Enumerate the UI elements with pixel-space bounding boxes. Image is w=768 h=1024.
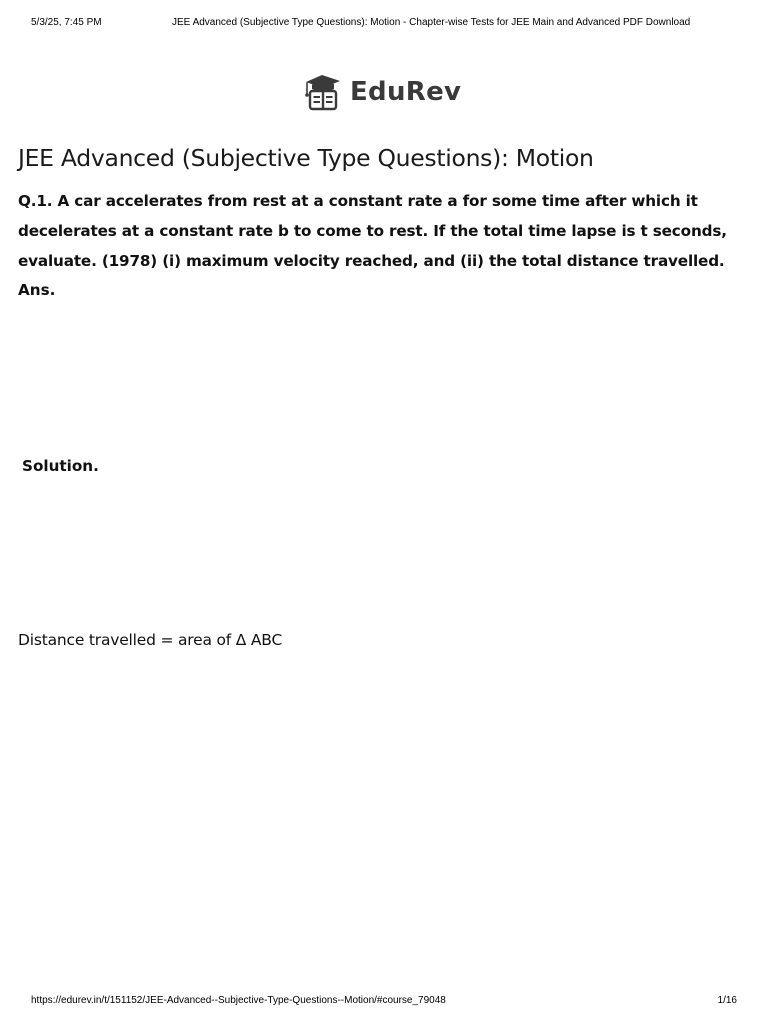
solution-label: Solution.: [22, 457, 99, 475]
print-date: 5/3/25, 7:45 PM: [31, 17, 102, 28]
print-header: [0, 17, 768, 31]
page-title: JEE Advanced (Subjective Type Questions): Motion: [18, 144, 594, 172]
question-text: Q.1. A car accelerates from rest at a constant rate a for some time after which it decelerates at a constant rate b to come to rest. If the total time lapse is t seconds, evaluate. (1978) (i) maximum velocity reached, and (ii) the total distance travelled.: [18, 192, 727, 270]
print-document-title: JEE Advanced (Subjective Type Questions): Motion - Chapter-wise Tests for JEE Main and Advanced PDF Download: [172, 17, 691, 28]
edurev-logo[interactable]: [302, 72, 472, 112]
distance-statement: Distance travelled = area of Δ ABC: [18, 631, 283, 649]
answer-label: Ans.: [18, 281, 56, 299]
graduation-cap-book-icon: [302, 72, 344, 112]
print-footer: [0, 995, 768, 1009]
page-number: 1/16: [717, 995, 737, 1006]
logo-wordmark: EduRev: [350, 77, 462, 107]
print-url: https://edurev.in/t/151152/JEE-Advanced--Subjective-Type-Questions--Motion/#course_79048: [31, 995, 446, 1006]
